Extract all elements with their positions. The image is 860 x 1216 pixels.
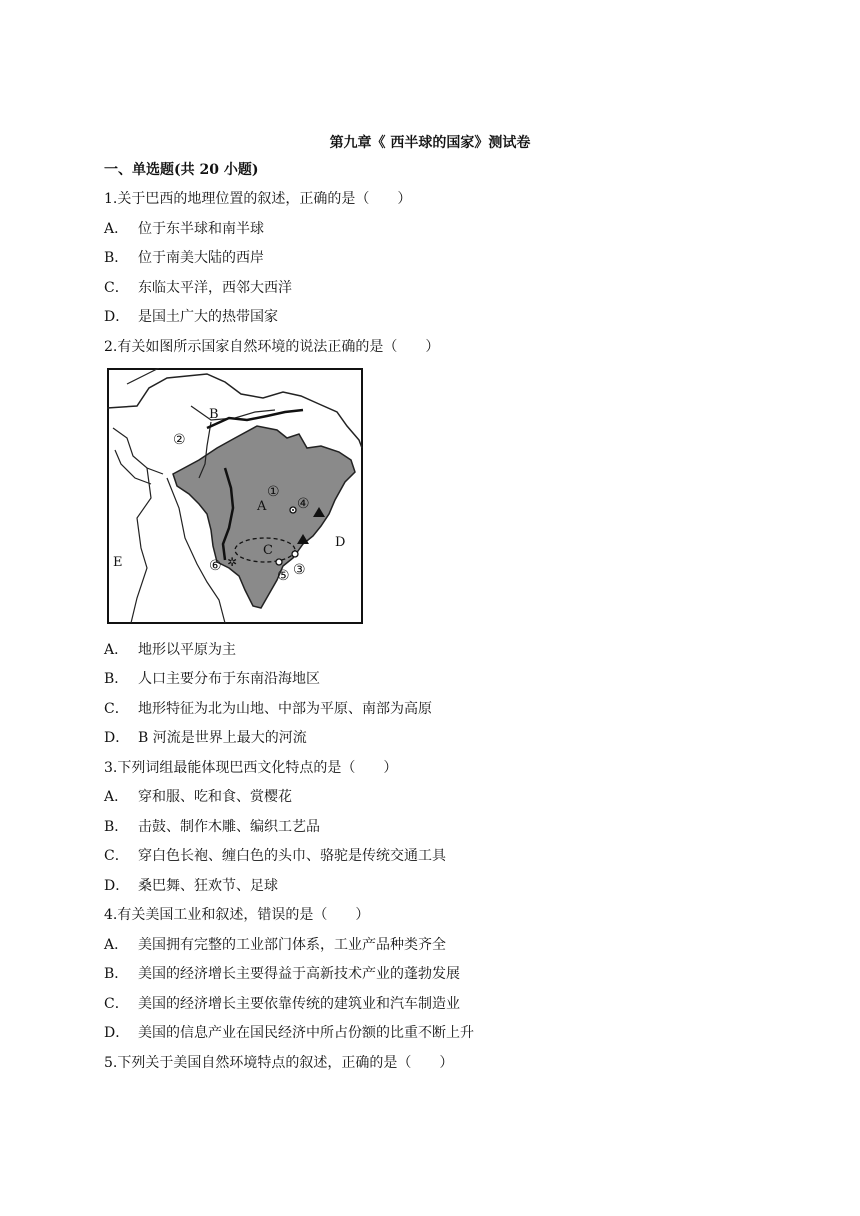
q4-option-c: C． 美国的经济增长主要依靠传统的建筑业和汽车制造业 xyxy=(104,996,460,1012)
map-label-a: A xyxy=(257,499,267,514)
map-marker-6: ⑥ xyxy=(209,558,222,574)
map-marker-2: ② xyxy=(173,432,186,448)
q2-option-d: D． B 河流是世界上最大的河流 xyxy=(104,730,307,746)
map-marker-5: ⑤ xyxy=(277,568,290,584)
brazil-map xyxy=(107,368,363,624)
q4-option-d: D． 美国的信息产业在国民经济中所占份额的比重不断上升 xyxy=(104,1025,474,1041)
map-marker-1: ① xyxy=(267,484,280,500)
question-2-stem: 2.有关如图所示国家自然环境的说法正确的是（ ） xyxy=(104,339,440,355)
map-label-d: D xyxy=(335,535,346,550)
question-4-stem: 4.有关美国工业和叙述，错误的是（ ） xyxy=(104,907,370,923)
q1-option-d: D． 是国土广大的热带国家 xyxy=(104,309,278,325)
q3-option-d: D． 桑巴舞、狂欢节、足球 xyxy=(104,878,278,894)
page-title: 第九章《 西半球的国家》测试卷 xyxy=(329,135,531,151)
q3-option-a: A． 穿和服、吃和食、赏樱花 xyxy=(104,789,292,805)
map-label-c: C xyxy=(263,543,273,558)
q2-option-c: C． 地形特征为北为山地、中部为平原、南部为高原 xyxy=(104,701,432,717)
section-heading: 一、单选题(共 20 小题) xyxy=(104,162,259,178)
map-marker-3: ③ xyxy=(293,562,306,578)
question-3-stem: 3.下列词组最能体现巴西文化特点的是（ ） xyxy=(104,760,398,776)
map-marker-4: ④ xyxy=(297,496,310,512)
q1-option-b: B． 位于南美大陆的西岸 xyxy=(104,250,264,266)
q2-option-a: A． 地形以平原为主 xyxy=(104,642,236,658)
q1-option-c: C． 东临太平洋，西邻大西洋 xyxy=(104,280,292,296)
map-label-e: E xyxy=(113,555,123,570)
q3-option-b: B． 击鼓、制作木雕、编织工艺品 xyxy=(104,819,320,835)
q4-option-b: B． 美国的经济增长主要得益于高新技术产业的蓬勃发展 xyxy=(104,966,460,982)
q1-option-a: A． 位于东半球和南半球 xyxy=(104,221,264,237)
question-5-stem: 5.下列关于美国自然环境特点的叙述，正确的是（ ） xyxy=(104,1055,454,1071)
sun-icon: ✲ xyxy=(227,555,238,569)
q2-option-b: B． 人口主要分布于东南沿海地区 xyxy=(104,671,320,687)
q3-option-c: C． 穿白色长袍、缠白色的头巾、骆驼是传统交通工具 xyxy=(104,848,446,864)
map-label-b: B xyxy=(209,407,219,422)
question-1-stem: 1.关于巴西的地理位置的叙述，正确的是（ ） xyxy=(104,191,412,207)
q4-option-a: A． 美国拥有完整的工业部门体系，工业产品种类齐全 xyxy=(104,937,446,953)
